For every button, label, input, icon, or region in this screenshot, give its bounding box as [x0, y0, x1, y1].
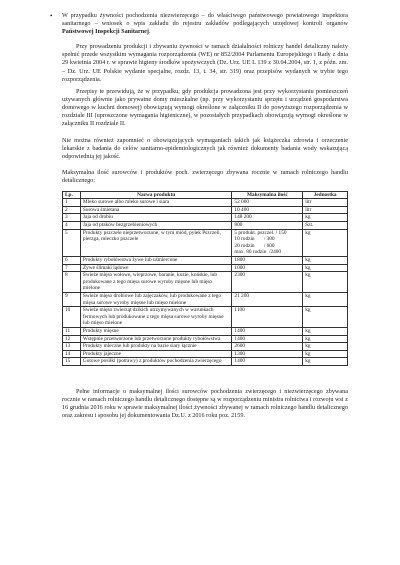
table-row: 5 Produkty pszczele nieprzetworzone, w tym miód, pyłek Pszczeli, pierzga, mleczko pszczele 5 produkt. pszczel. / 150 10 rodzin / 300 20 rodzin / 600 max. 80 rodzin /2400 kg — [63, 229, 348, 256]
table-row: 14 Produkty jajeczne 1300 kg — [63, 350, 348, 358]
table-row: 12 Wstępnie przetworzone lub przetworzone produkty rybołówstwa 1400 kg — [63, 335, 348, 343]
bullet-icon: • — [50, 12, 53, 20]
table-row: 8 Świeże mięso wołowe, wieprzowe, baranie, kozie, końskie, lub produkowane z tego mięsa surowe wyroby mięsne lub mięso mielone 2300 kg — [63, 272, 348, 293]
table-row: 3 Jaja od drobiu 148 200 kg — [63, 214, 348, 222]
table-row: 1 Mleko surowe albo mleko surowe i siara 52 000 litr — [63, 199, 348, 207]
table-row: 6 Produkty rybołówstwa żywe lub uśmiercone 1800 kg — [63, 257, 348, 265]
table-header-row — [63, 191, 348, 199]
table-row: 2 Surowa śmietana 10 400 litr — [63, 206, 348, 214]
table-row: 7 Żywe ślimaki lądowe 1000 kg — [63, 264, 348, 272]
paragraph-hygiene-requirements: Przepisy te przewidują, że w przypadku, gdy produkcja prowadzona jest przy wykorzystaniu pomieszczeń używanych głównie jako prywatne domy mieszkalne (np. przy wykorzystaniu sprzętu i urządzeń gospodarstwa domowego w kuchni domowej) obowiązują wymogi określone w załączniku II do powyższego rozporządzenia w rozdziale III (uproszczone wymagania higieniczne), w pozostałych przypadkach obowiązują wymogi określone w załączniku II rozdziale II. — [62, 87, 348, 128]
header-max-quantity: Maksymalna ilość — [232, 191, 303, 199]
inspection-name: Państwowej Inspekcji Sanitarnej — [62, 28, 149, 36]
paragraph-regulation: Przy prowadzeniu produkcji i zbywaniu żywności w ramach działalności rolniczy handel detaliczny należy spełnić przede wszystkim wymagania rozporządzenia (WE) nr 852/2004 Parlamentu Europejskiego i Rady z dnia 29 kwietnia 2004 r. w sprawie higieny środków spożywczych (Dz. Urz. UE L 139 z 30.04.2004, str. 1, z późn. zm. – Dz. Urz. UE Polskie wydanie specjalne, rozdz. 13, t. 34, str. 319) oraz przepisów wydanych w trybie tego rozporządzenia. — [62, 43, 348, 83]
max-quantity-table — [62, 191, 348, 366]
paragraph-full-information: Pełne informacje o maksymalnej ilości surowców pochodzenia zwierzęcego i niezwierzęcego zbywana rocznie w ramach rolniczego handlu detalicznego dostępne są w rozporządzeniu ministra rolnictwa i rozwoju wsi z 16 grudnia 2016 roku w sprawie maksymalnej ilości żywności zbywanej w ramach rolniczego handlu detalicznego oraz zakresu i sposobu jej dokumentowania Dz.U. z 2016 roku poz. 2159. — [62, 387, 348, 420]
table-row: 9 Świeże mięso drobiowe lub zajęczaków, lub produkowane z tego mięsa surowe wyroby mięsne lub mięso mielone 21 200 kg — [63, 293, 348, 307]
table-row: 10 Świeże mięso zwierząt dzikich utrzymywanych w warunkach fermowych lub produkowane z tego mięsa surowe wyroby mięsne lub mięso mielone 1100 kg — [63, 307, 348, 328]
table-row: 4 Jaja od ptaków bezgrzebieniowych 800 Szt. — [63, 222, 348, 230]
paragraph-health-documents: Nie można również zapomnieć o obowiązujących wymaganiach takich jak książeczka zdrowia i orzeczenie lekarskie z badania do celów sanitarno-epidemiologicznych jak również dokumenty badania wody wskazującą odpowiednią jej jakość. — [62, 137, 348, 161]
table-row: 15 Gotowe posiłki (potrawy) z produktów pochodzenia zwierzęcego 1400 kg — [63, 358, 348, 366]
header-lp: Lp. — [63, 191, 81, 199]
paragraph-sanitary-registration: • W przypadku żywności pochodzenia niezwierzęcego – do właściwego państwowego powiatowego inspektora sanitarnego – wniosek o wpis zakładu do rejestru zakładów podlegających urzędowej kontroli organów Państwowej Inspekcji Sanitarnej. — [50, 12, 348, 36]
header-product-name: Nazwa produktu — [80, 191, 232, 199]
header-unit: Jednostka — [303, 191, 348, 199]
table-row: 11 Produkty mięsne 1400 kg — [63, 327, 348, 335]
paragraph-table-intro: Maksymalna ilość surowców i produktów poch. zwierzęcego zbywana rocznie w ramach rolniczego handlu detalicznego: — [62, 168, 348, 184]
table-row: 13 Produkty mleczne lub produkty na bazie siary łącznie 2600 kg — [63, 343, 348, 351]
